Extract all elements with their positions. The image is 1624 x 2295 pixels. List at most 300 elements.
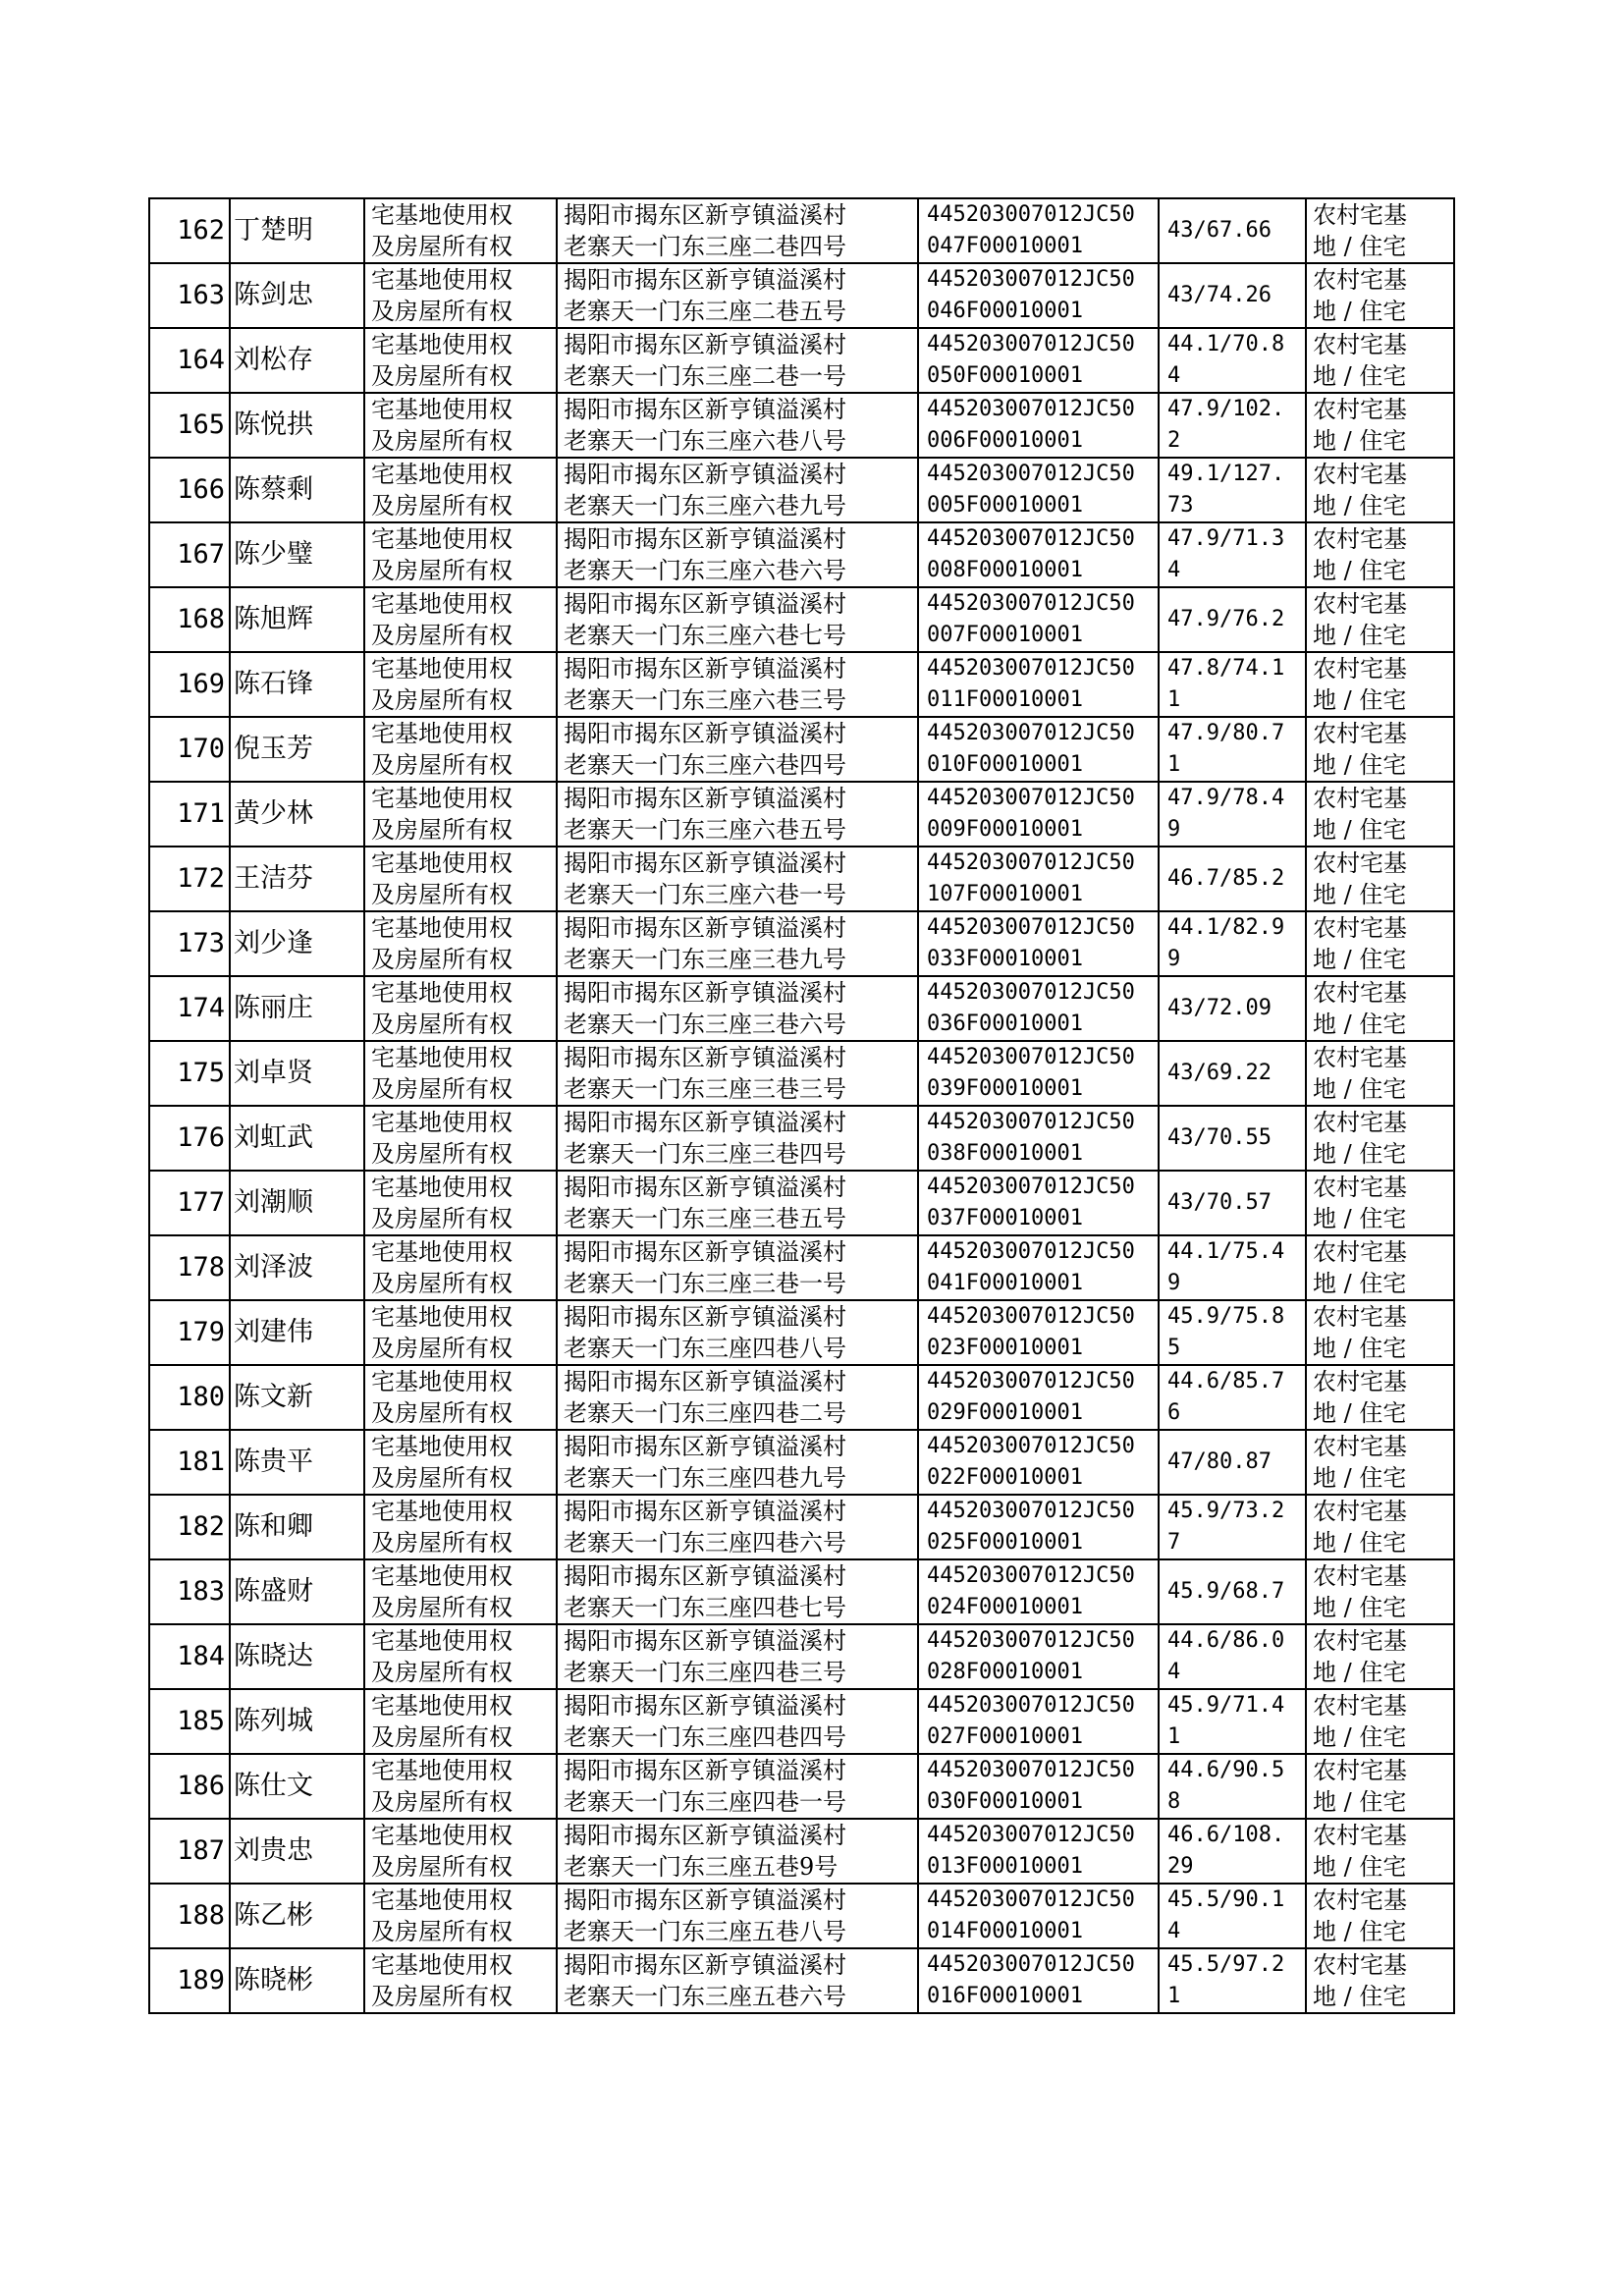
land-building-area-line: 44.6/85.7 <box>1167 1369 1285 1393</box>
unit-code-cell <box>918 1171 1159 1235</box>
property-location-line: 老寨天一门东三座四巷九号 <box>564 1464 846 1492</box>
property-location-line: 老寨天一门东三座二巷五号 <box>564 298 846 325</box>
land-building-area-line: 29 <box>1167 1854 1194 1879</box>
land-use-cell <box>1306 1171 1454 1235</box>
property-location-cell <box>557 1495 918 1559</box>
unit-code-line: 445203007012JC50 <box>927 1239 1135 1264</box>
unit-code-line: 041F00010001 <box>927 1271 1083 1295</box>
land-use-line: 地 / 住宅 <box>1313 751 1407 779</box>
property-location-line: 揭阳市揭东区新亨镇溢溪村 <box>564 979 846 1007</box>
right-type-cell <box>364 782 557 847</box>
owner-name-cell: 陈少璧 <box>230 522 364 587</box>
property-location-line: 老寨天一门东三座三巷五号 <box>564 1205 846 1232</box>
property-register-table <box>148 197 1455 2014</box>
property-location-line: 揭阳市揭东区新亨镇溢溪村 <box>564 590 846 618</box>
land-use-line: 农村宅基 <box>1313 1044 1407 1071</box>
property-location-line: 揭阳市揭东区新亨镇溢溪村 <box>564 1627 846 1655</box>
unit-code-line: 025F00010001 <box>927 1530 1083 1555</box>
right-type-line: 宅基地使用权 <box>371 849 513 877</box>
right-type-cell <box>364 1106 557 1171</box>
right-type-cell <box>364 1819 557 1884</box>
land-building-area-line: 7 <box>1167 1530 1181 1555</box>
land-use-line: 地 / 住宅 <box>1313 1205 1407 1232</box>
land-use-line: 农村宅基 <box>1313 1109 1407 1136</box>
unit-code-line: 445203007012JC50 <box>927 1823 1135 1847</box>
land-building-area-line: 9 <box>1167 817 1181 842</box>
unit-code-cell <box>918 976 1159 1041</box>
land-building-area-line: 47/80.87 <box>1167 1449 1272 1474</box>
table-row <box>149 1754 1454 1819</box>
right-type-cell <box>364 911 557 976</box>
unit-code-line: 037F00010001 <box>927 1206 1083 1230</box>
right-type-line: 及房屋所有权 <box>371 1464 513 1492</box>
land-use-line: 农村宅基 <box>1313 1562 1407 1590</box>
right-type-cell <box>364 1365 557 1430</box>
right-type-line: 及房屋所有权 <box>371 492 513 519</box>
right-type-line: 宅基地使用权 <box>371 1692 513 1720</box>
land-use-line: 农村宅基 <box>1313 914 1407 942</box>
row-number-cell: 184 <box>149 1624 230 1689</box>
land-building-area-line: 47.9/78.4 <box>1167 786 1285 810</box>
land-use-cell <box>1306 782 1454 847</box>
unit-code-line: 445203007012JC50 <box>927 1045 1135 1069</box>
land-use-line: 地 / 住宅 <box>1313 298 1407 325</box>
property-location-cell <box>557 587 918 652</box>
property-location-line: 揭阳市揭东区新亨镇溢溪村 <box>564 461 846 488</box>
land-use-cell <box>1306 976 1454 1041</box>
land-use-cell <box>1306 1041 1454 1106</box>
land-building-area-line: 44.6/86.0 <box>1167 1628 1285 1653</box>
property-location-cell <box>557 1300 918 1365</box>
unit-code-cell <box>918 1624 1159 1689</box>
row-number-cell: 167 <box>149 522 230 587</box>
right-type-line: 及房屋所有权 <box>371 1075 513 1103</box>
unit-code-line: 445203007012JC50 <box>927 1952 1135 1977</box>
land-building-area-line: 45.9/68.7 <box>1167 1579 1285 1604</box>
land-use-line: 农村宅基 <box>1313 1303 1407 1331</box>
property-location-line: 揭阳市揭东区新亨镇溢溪村 <box>564 849 846 877</box>
right-type-line: 及房屋所有权 <box>371 233 513 260</box>
row-number-cell: 176 <box>149 1106 230 1171</box>
unit-code-cell <box>918 1041 1159 1106</box>
property-location-line: 老寨天一门东三座六巷七号 <box>564 622 846 649</box>
table-row <box>149 1559 1454 1624</box>
land-building-area-line: 46.7/85.2 <box>1167 866 1285 891</box>
owner-name-cell: 陈蔡剩 <box>230 458 364 522</box>
unit-code-cell <box>918 1819 1159 1884</box>
right-type-line: 宅基地使用权 <box>371 785 513 812</box>
unit-code-cell <box>918 1106 1159 1171</box>
right-type-cell <box>364 1884 557 1948</box>
unit-code-cell <box>918 328 1159 393</box>
unit-code-cell <box>918 1559 1159 1624</box>
right-type-line: 及房屋所有权 <box>371 1399 513 1427</box>
land-use-cell <box>1306 1689 1454 1754</box>
table-row <box>149 652 1454 717</box>
table-row <box>149 911 1454 976</box>
table-row <box>149 393 1454 458</box>
land-use-line: 农村宅基 <box>1313 1368 1407 1395</box>
land-use-cell <box>1306 911 1454 976</box>
land-building-area-cell <box>1159 263 1306 328</box>
land-use-cell <box>1306 1559 1454 1624</box>
unit-code-cell <box>918 717 1159 782</box>
table-row <box>149 782 1454 847</box>
right-type-cell <box>364 1430 557 1495</box>
land-building-area-line: 47.8/74.1 <box>1167 656 1285 681</box>
land-use-cell <box>1306 458 1454 522</box>
land-building-area-line: 9 <box>1167 1271 1181 1295</box>
land-building-area-line: 4 <box>1167 1660 1181 1684</box>
right-type-line: 宅基地使用权 <box>371 590 513 618</box>
land-use-line: 农村宅基 <box>1313 849 1407 877</box>
unit-code-line: 023F00010001 <box>927 1336 1083 1360</box>
row-number-cell: 172 <box>149 847 230 911</box>
property-location-line: 揭阳市揭东区新亨镇溢溪村 <box>564 914 846 942</box>
row-number-cell: 187 <box>149 1819 230 1884</box>
table-row <box>149 587 1454 652</box>
land-use-cell <box>1306 1754 1454 1819</box>
unit-code-line: 445203007012JC50 <box>927 1304 1135 1329</box>
row-number-cell: 175 <box>149 1041 230 1106</box>
land-use-line: 农村宅基 <box>1313 655 1407 683</box>
owner-name-cell: 黄少林 <box>230 782 364 847</box>
unit-code-line: 445203007012JC50 <box>927 202 1135 227</box>
owner-name-cell: 刘潮顺 <box>230 1171 364 1235</box>
land-use-cell <box>1306 1235 1454 1300</box>
property-location-line: 揭阳市揭东区新亨镇溢溪村 <box>564 785 846 812</box>
land-use-line: 农村宅基 <box>1313 1822 1407 1849</box>
row-number-cell: 168 <box>149 587 230 652</box>
owner-name-cell: 陈悦拱 <box>230 393 364 458</box>
land-use-cell <box>1306 1819 1454 1884</box>
land-building-area-line: 1 <box>1167 687 1181 712</box>
table-row <box>149 1819 1454 1884</box>
right-type-line: 及房屋所有权 <box>371 1659 513 1686</box>
land-use-line: 地 / 住宅 <box>1313 1853 1407 1881</box>
unit-code-line: 024F00010001 <box>927 1595 1083 1619</box>
table-row <box>149 717 1454 782</box>
unit-code-line: 013F00010001 <box>927 1854 1083 1879</box>
owner-name-cell: 刘松存 <box>230 328 364 393</box>
unit-code-cell <box>918 458 1159 522</box>
land-building-area-cell <box>1159 1819 1306 1884</box>
property-location-cell <box>557 847 918 911</box>
owner-name-cell: 陈晓达 <box>230 1624 364 1689</box>
right-type-line: 及房屋所有权 <box>371 751 513 779</box>
land-use-line: 地 / 住宅 <box>1313 1270 1407 1297</box>
owner-name-cell: 刘虹武 <box>230 1106 364 1171</box>
property-location-line: 老寨天一门东三座三巷六号 <box>564 1011 846 1038</box>
unit-code-line: 016F00010001 <box>927 1984 1083 2008</box>
land-building-area-line: 2 <box>1167 428 1181 453</box>
table-row <box>149 522 1454 587</box>
right-type-line: 宅基地使用权 <box>371 1109 513 1136</box>
land-use-line: 农村宅基 <box>1313 1951 1407 1979</box>
unit-code-cell <box>918 1430 1159 1495</box>
unit-code-line: 445203007012JC50 <box>927 397 1135 421</box>
land-building-area-line: 43/72.09 <box>1167 996 1272 1020</box>
unit-code-line: 107F00010001 <box>927 882 1083 906</box>
land-use-line: 地 / 住宅 <box>1313 1464 1407 1492</box>
right-type-line: 宅基地使用权 <box>371 655 513 683</box>
right-type-cell <box>364 847 557 911</box>
property-location-cell <box>557 1819 918 1884</box>
right-type-line: 及房屋所有权 <box>371 816 513 844</box>
right-type-line: 宅基地使用权 <box>371 1303 513 1331</box>
property-location-line: 老寨天一门东三座二巷四号 <box>564 233 846 260</box>
right-type-line: 宅基地使用权 <box>371 1238 513 1266</box>
right-type-line: 及房屋所有权 <box>371 362 513 390</box>
property-location-line: 揭阳市揭东区新亨镇溢溪村 <box>564 1174 846 1201</box>
property-location-cell <box>557 1235 918 1300</box>
property-location-cell <box>557 393 918 458</box>
land-use-line: 地 / 住宅 <box>1313 1659 1407 1686</box>
land-building-area-line: 4 <box>1167 363 1181 388</box>
right-type-line: 及房屋所有权 <box>371 557 513 584</box>
right-type-cell <box>364 198 557 263</box>
land-use-line: 农村宅基 <box>1313 1627 1407 1655</box>
land-use-line: 农村宅基 <box>1313 590 1407 618</box>
land-building-area-cell <box>1159 522 1306 587</box>
owner-name-cell: 陈丽庄 <box>230 976 364 1041</box>
unit-code-line: 445203007012JC50 <box>927 1693 1135 1718</box>
land-use-line: 地 / 住宅 <box>1313 1788 1407 1816</box>
property-location-cell <box>557 458 918 522</box>
land-building-area-cell <box>1159 1235 1306 1300</box>
unit-code-cell <box>918 782 1159 847</box>
property-location-line: 揭阳市揭东区新亨镇溢溪村 <box>564 331 846 358</box>
land-building-area-cell <box>1159 1106 1306 1171</box>
unit-code-line: 038F00010001 <box>927 1141 1083 1166</box>
owner-name-cell: 陈列城 <box>230 1689 364 1754</box>
property-location-line: 老寨天一门东三座六巷六号 <box>564 557 846 584</box>
right-type-line: 及房屋所有权 <box>371 1335 513 1362</box>
property-location-cell <box>557 328 918 393</box>
owner-name-cell: 王洁芬 <box>230 847 364 911</box>
right-type-line: 宅基地使用权 <box>371 331 513 358</box>
unit-code-cell <box>918 652 1159 717</box>
owner-name-cell: 刘泽波 <box>230 1235 364 1300</box>
row-number-cell: 185 <box>149 1689 230 1754</box>
right-type-cell <box>364 1559 557 1624</box>
right-type-line: 宅基地使用权 <box>371 1562 513 1590</box>
land-building-area-cell <box>1159 782 1306 847</box>
right-type-line: 宅基地使用权 <box>371 1368 513 1395</box>
unit-code-line: 445203007012JC50 <box>927 462 1135 486</box>
unit-code-cell <box>918 587 1159 652</box>
land-building-area-cell <box>1159 1754 1306 1819</box>
unit-code-line: 445203007012JC50 <box>927 591 1135 616</box>
property-location-line: 老寨天一门东三座四巷二号 <box>564 1399 846 1427</box>
owner-name-cell: 陈乙彬 <box>230 1884 364 1948</box>
unit-code-cell <box>918 1948 1159 2013</box>
table-body <box>149 198 1454 2013</box>
row-number-cell: 179 <box>149 1300 230 1365</box>
right-type-cell <box>364 1171 557 1235</box>
property-location-line: 老寨天一门东三座六巷五号 <box>564 816 846 844</box>
land-use-line: 农村宅基 <box>1313 331 1407 358</box>
land-use-line: 农村宅基 <box>1313 461 1407 488</box>
right-type-line: 及房屋所有权 <box>371 1205 513 1232</box>
right-type-line: 及房屋所有权 <box>371 1529 513 1557</box>
table-row <box>149 1689 1454 1754</box>
unit-code-line: 445203007012JC50 <box>927 1887 1135 1912</box>
right-type-line: 及房屋所有权 <box>371 1270 513 1297</box>
unit-code-line: 046F00010001 <box>927 299 1083 323</box>
right-type-line: 及房屋所有权 <box>371 1788 513 1816</box>
unit-code-cell <box>918 198 1159 263</box>
owner-name-cell: 陈旭辉 <box>230 587 364 652</box>
unit-code-cell <box>918 1235 1159 1300</box>
land-use-line: 地 / 住宅 <box>1313 881 1407 908</box>
right-type-cell <box>364 458 557 522</box>
land-building-area-line: 43/69.22 <box>1167 1061 1272 1085</box>
property-location-line: 揭阳市揭东区新亨镇溢溪村 <box>564 1951 846 1979</box>
row-number-cell: 177 <box>149 1171 230 1235</box>
land-use-cell <box>1306 263 1454 328</box>
unit-code-cell <box>918 1495 1159 1559</box>
unit-code-line: 014F00010001 <box>927 1919 1083 1943</box>
row-number-cell: 171 <box>149 782 230 847</box>
property-location-cell <box>557 198 918 263</box>
land-use-line: 农村宅基 <box>1313 201 1407 229</box>
unit-code-line: 445203007012JC50 <box>927 721 1135 745</box>
land-use-line: 地 / 住宅 <box>1313 1075 1407 1103</box>
property-location-line: 老寨天一门东三座六巷八号 <box>564 427 846 455</box>
right-type-line: 及房屋所有权 <box>371 298 513 325</box>
right-type-line: 宅基地使用权 <box>371 1498 513 1525</box>
unit-code-line: 027F00010001 <box>927 1724 1083 1749</box>
land-use-line: 地 / 住宅 <box>1313 816 1407 844</box>
property-location-cell <box>557 1365 918 1430</box>
land-use-cell <box>1306 1495 1454 1559</box>
table-row <box>149 1430 1454 1495</box>
unit-code-line: 445203007012JC50 <box>927 1758 1135 1782</box>
land-use-cell <box>1306 652 1454 717</box>
property-location-line: 揭阳市揭东区新亨镇溢溪村 <box>564 396 846 423</box>
right-type-cell <box>364 1624 557 1689</box>
land-building-area-cell <box>1159 458 1306 522</box>
table-row <box>149 1884 1454 1948</box>
unit-code-line: 445203007012JC50 <box>927 786 1135 810</box>
property-location-line: 揭阳市揭东区新亨镇溢溪村 <box>564 1303 846 1331</box>
row-number-cell: 163 <box>149 263 230 328</box>
property-location-line: 老寨天一门东三座三巷四号 <box>564 1140 846 1168</box>
property-location-line: 揭阳市揭东区新亨镇溢溪村 <box>564 1757 846 1784</box>
property-location-line: 揭阳市揭东区新亨镇溢溪村 <box>564 1498 846 1525</box>
right-type-line: 宅基地使用权 <box>371 1757 513 1784</box>
land-use-cell <box>1306 522 1454 587</box>
right-type-line: 及房屋所有权 <box>371 622 513 649</box>
land-use-line: 地 / 住宅 <box>1313 1983 1407 2010</box>
land-use-line: 农村宅基 <box>1313 785 1407 812</box>
land-use-cell <box>1306 1624 1454 1689</box>
property-location-cell <box>557 1689 918 1754</box>
unit-code-line: 445203007012JC50 <box>927 1563 1135 1588</box>
unit-code-line: 030F00010001 <box>927 1789 1083 1814</box>
right-type-line: 宅基地使用权 <box>371 1433 513 1460</box>
land-use-line: 地 / 住宅 <box>1313 946 1407 973</box>
unit-code-line: 010F00010001 <box>927 752 1083 777</box>
unit-code-line: 009F00010001 <box>927 817 1083 842</box>
property-location-cell <box>557 652 918 717</box>
unit-code-line: 022F00010001 <box>927 1465 1083 1490</box>
right-type-line: 宅基地使用权 <box>371 914 513 942</box>
owner-name-cell: 刘卓贤 <box>230 1041 364 1106</box>
property-location-line: 揭阳市揭东区新亨镇溢溪村 <box>564 1822 846 1849</box>
land-building-area-line: 45.5/90.1 <box>1167 1887 1285 1912</box>
right-type-cell <box>364 263 557 328</box>
land-building-area-line: 1 <box>1167 1984 1181 2008</box>
right-type-line: 宅基地使用权 <box>371 1822 513 1849</box>
unit-code-line: 445203007012JC50 <box>927 267 1135 292</box>
right-type-line: 宅基地使用权 <box>371 1174 513 1201</box>
right-type-line: 宅基地使用权 <box>371 396 513 423</box>
land-building-area-line: 45.5/97.2 <box>1167 1952 1285 1977</box>
land-use-cell <box>1306 328 1454 393</box>
land-building-area-line: 1 <box>1167 1724 1181 1749</box>
unit-code-line: 028F00010001 <box>927 1660 1083 1684</box>
table-row <box>149 1235 1454 1300</box>
unit-code-line: 006F00010001 <box>927 428 1083 453</box>
property-location-line: 老寨天一门东三座二巷一号 <box>564 362 846 390</box>
right-type-cell <box>364 1689 557 1754</box>
owner-name-cell: 刘少逢 <box>230 911 364 976</box>
right-type-line: 及房屋所有权 <box>371 1140 513 1168</box>
property-location-cell <box>557 1754 918 1819</box>
property-location-cell <box>557 782 918 847</box>
right-type-cell <box>364 393 557 458</box>
row-number-cell: 183 <box>149 1559 230 1624</box>
land-building-area-cell <box>1159 1495 1306 1559</box>
row-number-cell: 162 <box>149 198 230 263</box>
land-use-cell <box>1306 1365 1454 1430</box>
unit-code-line: 050F00010001 <box>927 363 1083 388</box>
land-use-line: 农村宅基 <box>1313 1692 1407 1720</box>
land-building-area-line: 4 <box>1167 558 1181 582</box>
unit-code-cell <box>918 263 1159 328</box>
right-type-line: 及房屋所有权 <box>371 1983 513 2010</box>
table-row <box>149 1624 1454 1689</box>
property-location-line: 揭阳市揭东区新亨镇溢溪村 <box>564 1562 846 1590</box>
land-use-line: 地 / 住宅 <box>1313 492 1407 519</box>
right-type-line: 宅基地使用权 <box>371 1044 513 1071</box>
property-location-cell <box>557 1171 918 1235</box>
land-use-line: 农村宅基 <box>1313 1174 1407 1201</box>
unit-code-cell <box>918 522 1159 587</box>
land-use-line: 地 / 住宅 <box>1313 1011 1407 1038</box>
property-location-cell <box>557 1559 918 1624</box>
property-location-line: 揭阳市揭东区新亨镇溢溪村 <box>564 1238 846 1266</box>
land-use-line: 农村宅基 <box>1313 525 1407 553</box>
unit-code-cell <box>918 1884 1159 1948</box>
unit-code-cell <box>918 1300 1159 1365</box>
land-use-line: 地 / 住宅 <box>1313 686 1407 714</box>
land-use-line: 地 / 住宅 <box>1313 622 1407 649</box>
table-row <box>149 1948 1454 2013</box>
unit-code-cell <box>918 1365 1159 1430</box>
land-use-line: 地 / 住宅 <box>1313 362 1407 390</box>
property-location-cell <box>557 1041 918 1106</box>
land-building-area-cell <box>1159 1948 1306 2013</box>
right-type-line: 宅基地使用权 <box>371 201 513 229</box>
unit-code-cell <box>918 847 1159 911</box>
unit-code-line: 445203007012JC50 <box>927 850 1135 875</box>
row-number-cell: 181 <box>149 1430 230 1495</box>
land-use-line: 地 / 住宅 <box>1313 557 1407 584</box>
land-use-line: 地 / 住宅 <box>1313 1723 1407 1751</box>
